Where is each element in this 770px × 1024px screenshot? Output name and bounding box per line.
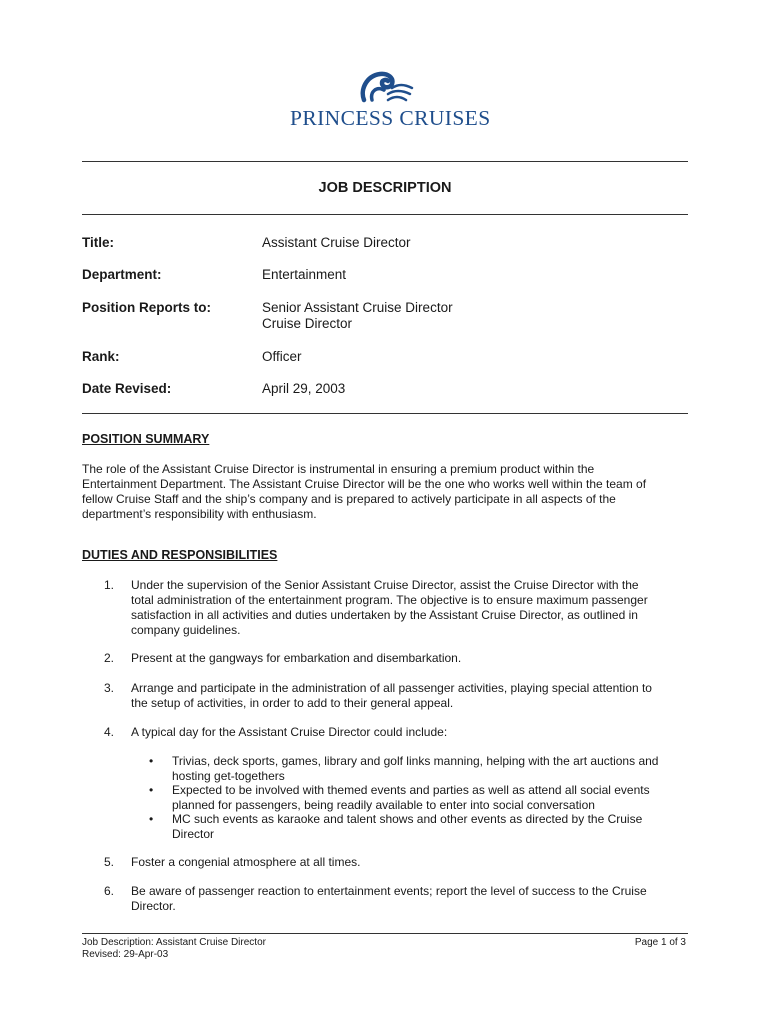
divider [82,161,688,162]
field-label-rank: Rank: [82,349,120,364]
sub-list-item [172,812,692,842]
bullet-icon: • [149,754,154,768]
footer-document-info [82,937,266,961]
field-value-rank: Officer [262,349,302,364]
duty-line: satisfaction in all activities and duties undertaken by the Assistant Cruise Director, as outlined in [131,608,638,622]
duties-heading: DUTIES AND RESPONSIBILITIES [82,548,278,562]
footer-revised: Revised: 29-Apr-03 [82,949,169,960]
field-value-date-revised: April 29, 2003 [262,381,346,396]
sea-witch-logo-icon [358,70,414,104]
duty-line: Be aware of passenger reaction to entertainment events; report the level of success to the Cruise [131,884,647,898]
field-value-department: Entertainment [262,267,347,282]
princess-cruises-logo [290,70,491,130]
sub-item-line: Director [172,827,215,841]
duty-item [131,578,691,638]
duty-item [131,725,691,740]
field-label-reports-to: Position Reports to: [82,300,211,315]
duty-item [131,681,691,711]
duty-item [131,651,691,666]
field-label-title: Title: [82,235,115,250]
sub-item-line: Trivias, deck sports, games, library and golf links manning, helping with the art auctions and [172,754,659,768]
position-summary-text [82,462,692,522]
footer-divider [82,933,688,934]
page-number: Page 1 of 3 [634,937,686,948]
field-value-reports-to: Cruise Director [262,316,353,331]
summary-line: department’s responsibility with enthusiasm. [82,507,317,521]
field-label-department: Department: [82,267,162,282]
brand-name: PRINCESS CRUISES [290,106,491,130]
summary-line: Entertainment Department. The Assistant Cruise Director will be the one who works well within the team of [82,477,647,491]
sub-item-line: hosting get-togethers [172,769,285,783]
divider [82,413,688,414]
sub-item-line: planned for passengers, being readily available to enter into social conversation [172,798,595,812]
duty-number: 5. [104,855,115,869]
document-title: JOB DESCRIPTION [318,180,452,196]
duty-line: Foster a congenial atmosphere at all times. [131,855,361,869]
duty-number: 3. [104,681,115,695]
duty-line: Present at the gangways for embarkation and disembarkation. [131,651,462,665]
sub-list-item [172,783,692,813]
duty-item [131,855,691,870]
footer-description: Job Description: Assistant Cruise Director [82,937,266,948]
divider [82,214,688,215]
duty-line: Director. [131,899,176,913]
duty-line: A typical day for the Assistant Cruise Director could include: [131,725,448,739]
duty-line: Under the supervision of the Senior Assistant Cruise Director, assist the Cruise Director with the [131,578,639,592]
duty-line: total administration of the entertainment program. The objective is to ensure maximum passenger [131,593,648,607]
field-value-title: Assistant Cruise Director [262,235,411,250]
duty-line: Arrange and participate in the administration of all passenger activities, playing special attention to [131,681,652,695]
sub-item-line: MC such events as karaoke and talent shows and other events as directed by the Cruise [172,812,643,826]
duty-number: 6. [104,884,115,898]
sub-list-item [172,754,692,784]
summary-line: fellow Cruise Staff and the ship’s company and is prepared to actively participate in all aspects of the [82,492,616,506]
duty-item [131,884,691,914]
bullet-icon: • [149,783,154,797]
duty-number: 2. [104,651,115,665]
sub-item-line: Expected to be involved with themed events and parties as well as attend all social events [172,783,650,797]
duty-number: 1. [104,578,115,592]
duty-number: 4. [104,725,115,739]
field-value-reports-to: Senior Assistant Cruise Director [262,300,453,315]
duty-line: the setup of activities, in order to add to their general appeal. [131,696,454,710]
bullet-icon: • [149,812,154,826]
summary-line: The role of the Assistant Cruise Director is instrumental in ensuring a premium product within the [82,462,595,476]
position-summary-heading: POSITION SUMMARY [82,432,210,446]
field-label-date-revised: Date Revised: [82,381,172,396]
duty-line: company guidelines. [131,623,241,637]
